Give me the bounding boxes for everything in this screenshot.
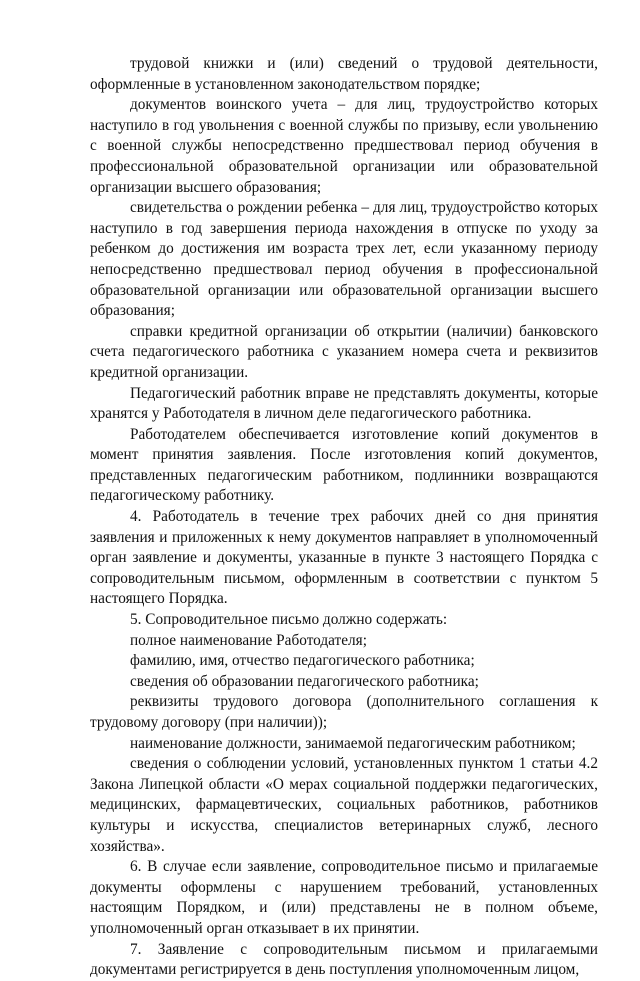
paragraph-bank-certificate: справки кредитной организации об открытии (наличии) банковского счета педагогического работника с указанием номера счета и реквизитов кредитной организации.: [90, 322, 598, 381]
paragraph-military-documents: документов воинского учета – для лиц, трудоустройство которых наступило в год увольнения с военной службы по призыву, если увольнению с военной службы непосредственно предшествовал период обучения в профессиональной образовательной организации или образовательной организации высшего образования;: [90, 96, 598, 196]
list-item-conditions: сведения о соблюдении условий, установленных пунктом 1 статьи 4.2 Закона Липецкой области «О мерах социальной поддержки педагогических, медицинских, фармацевтических, социальных работников, работников культуры и искусства, специалистов ветеринарных служб, лесного хозяйства».: [90, 755, 598, 855]
paragraph-section-7: 7. Заявление с сопроводительным письмом и прилагаемыми документами регистрируется в день поступления уполномоченным лицом,: [90, 940, 598, 979]
paragraph-section-6: 6. В случае если заявление, сопроводительное письмо и прилагаемые документы оформлены с нарушением требований, установленных настоящим Порядком, и (или) представлены не в полном объеме, уполномоченный орган отказывает в их принятии.: [90, 858, 598, 937]
paragraph-birth-certificate: свидетельства о рождении ребенка – для лиц, трудоустройство которых наступило в год завершения периода нахождения в отпуске по уходу за ребенком до достижения им возраста трех лет, если указанному периоду непосредственно предшествовал период обучения в профессиональной образовательной организации или образовательной организации высшего образования;: [90, 199, 598, 320]
document-page: [90, 54, 598, 981]
paragraph-document-copies: Работодателем обеспечивается изготовление копий документов в момент принятия заявления. После изготовления копий документов, представленных педагогическим работником, подлинники возвращаются педагогическому работнику.: [90, 425, 598, 505]
paragraph-section-4: 4. Работодатель в течение трех рабочих дней со дня принятия заявления и приложенных к нему документов направляет в уполномоченный орган заявление и документы, указанные в пункте 3 настоящего Порядка с сопроводительным письмом, оформленным в соответствии с пунктом 5 настоящего Порядка.: [90, 508, 598, 608]
list-item-position: наименование должности, занимаемой педагогическим работником;: [130, 734, 576, 752]
list-item-education: сведения об образовании педагогического работника;: [130, 672, 479, 690]
paragraph-work-record-book: трудовой книжки и (или) сведений о трудовой деятельности, оформленные в установленном законодательством порядке;: [90, 55, 598, 93]
list-item-full-name: фамилию, имя, отчество педагогического работника;: [130, 652, 475, 670]
list-item-contract-details: реквизиты трудового договора (дополнительного соглашения к трудовому договору (при наличии));: [90, 693, 598, 731]
paragraph-section-5: 5. Сопроводительное письмо должно содержать:: [130, 611, 448, 629]
list-item-employer-name: полное наименование Работодателя;: [130, 631, 367, 649]
paragraph-optional-documents: Педагогический работник вправе не представлять документы, которые хранятся у Работодателя в личном деле педагогического работника.: [90, 384, 598, 423]
